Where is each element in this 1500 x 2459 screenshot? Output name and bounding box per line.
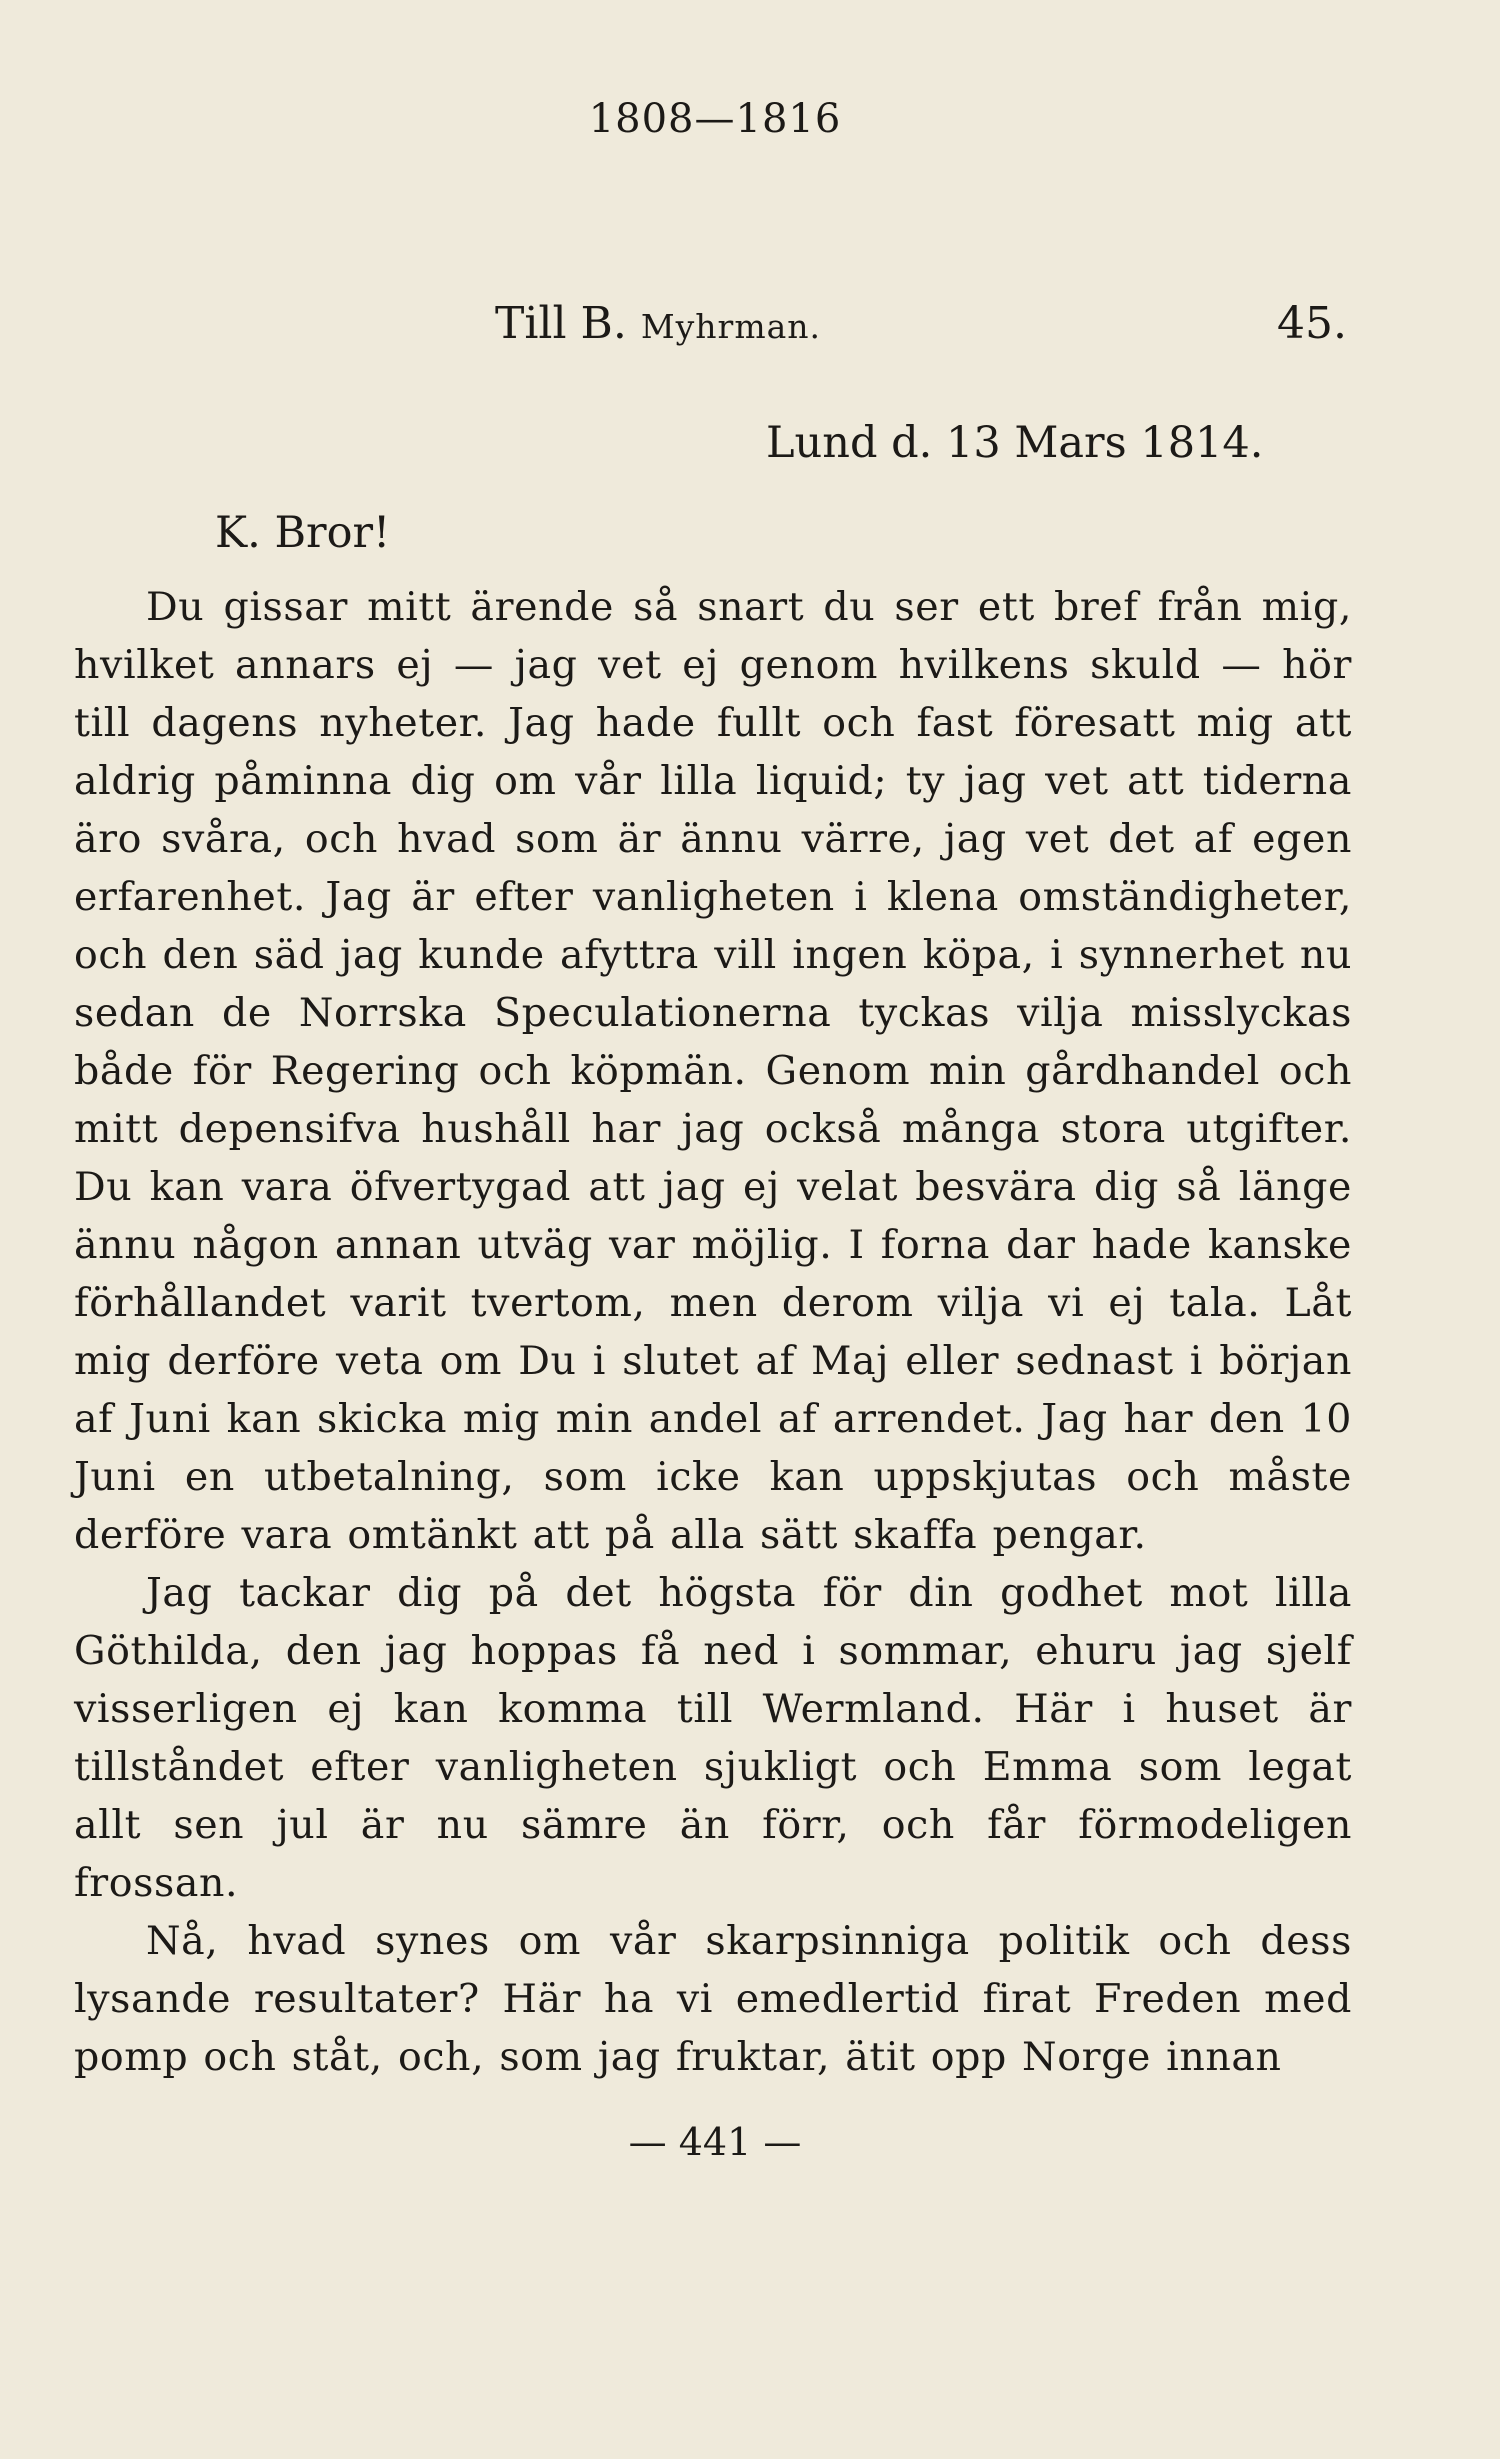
paragraph-1: Du gissar mitt ärende så snart du ser ett bref från mig, hvilket annars ej — jag vet ej genom hvilkens skuld — hör till dagens nyheter. Jag hade fullt och fast föresatt mig att aldrig påminna dig om vår lilla liquid; ty jag vet att tiderna äro svåra, och hvad som är ännu värre, jag vet det af egen erfarenhet. Jag är efter vanligheten i klena omständigheter, och den säd jag kunde afyttra vill ingen köpa, i synnerhet nu sedan de Norrska Speculationerna tyckas vilja misslyckas både för Regering och köpmän. Genom min gårdhandel och mitt depensifva hushåll har jag också många stora utgifter. Du kan vara öfvertygad att jag ej velat besvära dig så länge ännu någon annan utväg var möjlig. I forna dar hade kanske förhållandet varit tvertom, men derom vilja vi ej tala. Låt mig derföre veta om Du i slutet af Maj eller sednast i början af Juni kan skicka mig min andel af arrendet. Jag har den 10 Juni en utbetalning, som icke kan uppskjutas och måste derföre vara omtänkt att på alla sätt skaffa pengar. bbox=[74, 584, 1352, 1558]
recipient-name: Myhrman. bbox=[640, 307, 822, 346]
dateline: Lund d. 13 Mars 1814. bbox=[766, 418, 1264, 468]
running-head: 1808—1816 bbox=[588, 96, 842, 142]
paragraph-3: Nå, hvad synes om vår skarpsinniga politik och dess lysande resultater? Här ha vi emedlertid firat Freden med pomp och ståt, och, som jag fruktar, ätit opp Norge innan bbox=[74, 1918, 1352, 2080]
paragraph-2: Jag tackar dig på det högsta för din godhet mot lilla Göthilda, den jag hoppas få ned i sommar, ehuru jag sjelf visserligen ej kan komma till Wermland. Här i huset är tillståndet efter vanligheten sjukligt och Emma som legat allt sen jul är nu sämre än förr, och får förmodeligen frossan. bbox=[74, 1570, 1352, 1906]
letter-heading bbox=[495, 298, 1355, 349]
letter-number: 45. bbox=[1277, 298, 1347, 349]
page-number: — 441 — bbox=[628, 2120, 802, 2164]
heading-prefix: Till B. bbox=[495, 298, 641, 349]
letter-body bbox=[74, 578, 1352, 2086]
salutation: K. Bror! bbox=[215, 508, 391, 558]
